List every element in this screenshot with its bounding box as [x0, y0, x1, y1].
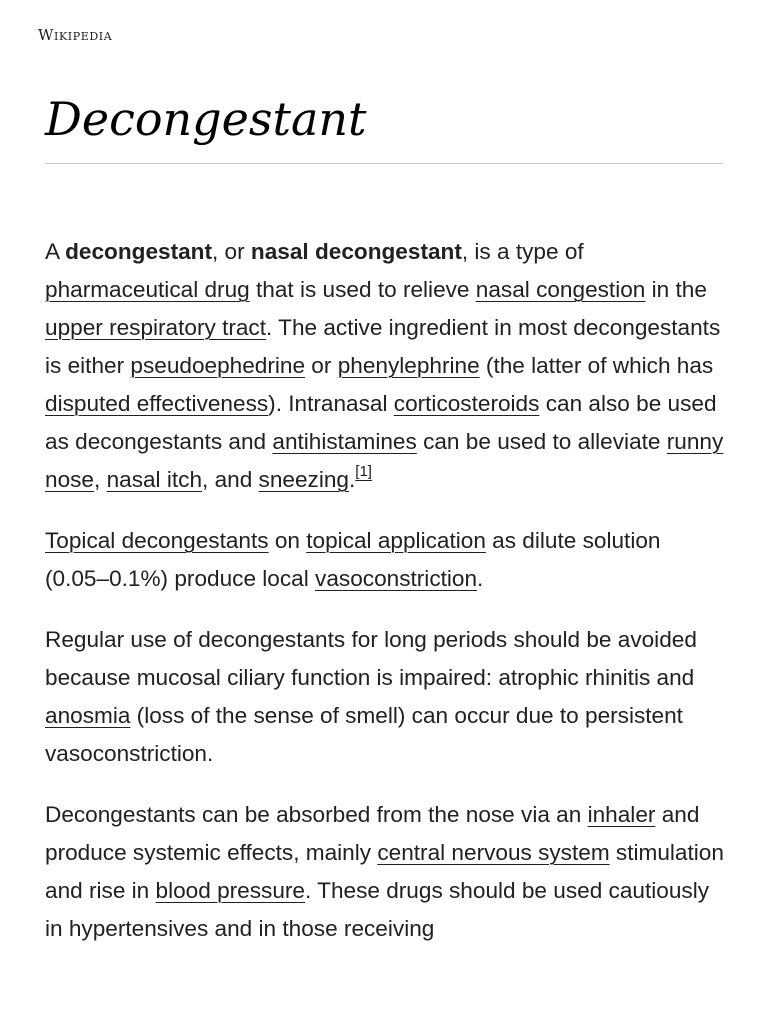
paragraph-systemic	[45, 796, 725, 948]
link-central-nervous-system[interactable]: central nervous system	[377, 840, 610, 865]
link-phenylephrine[interactable]: phenylephrine	[337, 353, 480, 378]
paragraph-intro	[45, 233, 725, 499]
text: (the latter of which has	[479, 353, 714, 378]
text: , and	[202, 467, 259, 492]
link-topical-application[interactable]: topical application	[306, 528, 486, 553]
paragraph-regular-use	[45, 621, 725, 773]
text: ,	[94, 467, 107, 492]
paragraph-topical	[45, 522, 725, 598]
link-pseudoephedrine[interactable]: pseudoephedrine	[130, 353, 306, 378]
text: . These drugs should be used cautiously in hypertensives and in those receiving	[45, 878, 710, 941]
link-blood-pressure[interactable]: blood pressure	[155, 878, 305, 903]
link-disputed-effectiveness[interactable]: disputed effectiveness	[45, 391, 269, 416]
reference-link-1[interactable]: [1]	[355, 463, 372, 481]
text: that is used to relieve	[249, 277, 476, 302]
text: Regular use of decongestants for long periods should be avoided because mucosal ciliary function is impaired: atrophic rhinitis and	[45, 627, 697, 690]
link-sneezing[interactable]: sneezing	[258, 467, 349, 492]
link-corticosteroids[interactable]: corticosteroids	[393, 391, 540, 416]
text: ). Intranasal	[268, 391, 394, 416]
text: can also be used as decongestants and	[45, 391, 717, 454]
link-nasal-itch[interactable]: nasal itch	[106, 467, 203, 492]
text: on	[268, 528, 307, 553]
text: .	[477, 566, 484, 591]
article-body	[45, 233, 725, 971]
text: Decongestants can be absorbed from the nose via an	[45, 802, 588, 827]
text: and produce systemic effects, mainly	[45, 802, 700, 865]
text: (loss of the sense of smell) can occur due to persistent vasoconstriction.	[45, 703, 683, 766]
text: as dilute solution (0.05–0.1%) produce local	[45, 528, 661, 591]
link-anosmia[interactable]: anosmia	[45, 703, 131, 728]
bold-term-decongestant: decongestant	[65, 239, 212, 264]
link-topical-decongestants[interactable]: Topical decongestants	[45, 528, 269, 553]
bold-term-nasal-decongestant: nasal decongestant	[250, 239, 462, 264]
text: or	[305, 353, 338, 378]
title-divider	[45, 163, 723, 164]
link-upper-respiratory-tract[interactable]: upper respiratory tract	[45, 315, 267, 340]
text: stimulation and rise in	[45, 840, 724, 903]
link-runny-nose[interactable]: runny nose	[45, 429, 724, 492]
page-title: Decongestant	[45, 92, 367, 146]
text: A	[45, 239, 66, 264]
text: , is a type of	[461, 239, 584, 264]
link-vasoconstriction[interactable]: vasoconstriction	[315, 566, 478, 591]
link-nasal-congestion[interactable]: nasal congestion	[475, 277, 646, 302]
text: . The active ingredient in most decongestants is either	[45, 315, 721, 378]
link-antihistamines[interactable]: antihistamines	[272, 429, 417, 454]
text: in the	[645, 277, 707, 302]
text: can be used to alleviate	[416, 429, 667, 454]
text: .	[349, 467, 356, 492]
wikipedia-wordmark[interactable]: Wikipedia	[38, 26, 113, 44]
link-inhaler[interactable]: inhaler	[587, 802, 656, 827]
text: , or	[212, 239, 251, 264]
link-pharmaceutical-drug[interactable]: pharmaceutical drug	[45, 277, 250, 302]
